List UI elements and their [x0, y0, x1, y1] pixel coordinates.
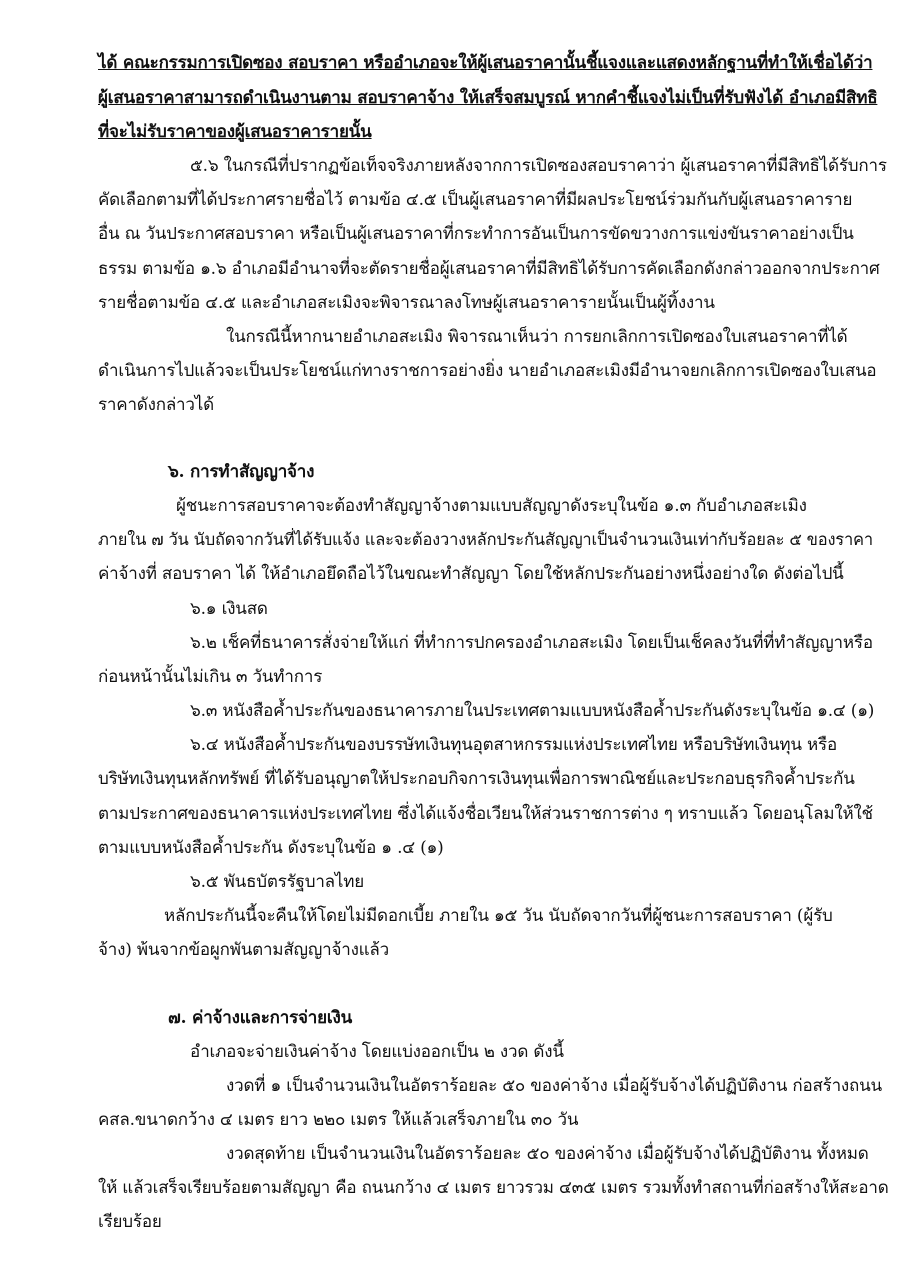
clause-5-6-line: ๕.๖ ในกรณีที่ปรากฏข้อเท็จจริงภายหลังจากการเปิดซองสอบราคาว่า ผู้เสนอราคาที่มีสิทธิได้รับการ	[190, 156, 887, 176]
item-6-2-line: ก่อนหน้านั้นไม่เกิน ๓ วันทำการ	[98, 667, 323, 687]
installment-final-line: เรียบร้อย	[98, 1212, 162, 1232]
item-6-4-line: ตามประกาศของธนาคารแห่งประเทศไทย ซึ่งได้แจ้งชื่อเวียนให้ส่วนราชการต่าง ๆ ทราบแล้ว โดยอนุโลมให้ใช้	[98, 804, 873, 824]
intro-line: ที่จะไม่รับราคาของผู้เสนอราคารายนั้น	[98, 122, 372, 142]
cancel-paragraph-line: ดำเนินการไปแล้วจะเป็นประโยชน์แก่ทางราชการอย่างยิ่ง นายอำเภอสะเมิงมีอำนาจยกเลิกการเปิดซองใบเสนอ	[98, 361, 877, 381]
installment-1-line: งวดที่ ๑ เป็นจำนวนเงินในอัตราร้อยละ ๕๐ ของค่าจ้าง เมื่อผู้รับจ้างได้ปฏิบัติงาน ก่อสร้างถนน	[226, 1076, 882, 1096]
clause-5-6-line: ธรรม ตามข้อ ๑.๖ อำเภอมีอำนาจที่จะตัดรายชื่อผู้เสนอราคาที่มีสิทธิได้รับการคัดเลือกดังกล่าวออกจากประกาศ	[98, 259, 880, 279]
section-7-heading: ๗. ค่าจ้างและการจ่ายเงิน	[168, 1008, 353, 1028]
intro-line: ได้ คณะกรรมการเปิดซอง สอบราคา หรืออำเภอจะให้ผู้เสนอราคานั้นชี้แจงและแสดงหลักฐานที่ทำให้เชื่อได้ว่า	[98, 53, 873, 73]
item-6-4-line: ตามแบบหนังสือค้ำประกัน ดังระบุในข้อ ๑ .๔ (๑)	[98, 838, 444, 858]
section-6-intro-line: ค่าจ้างที่ สอบราคา ได้ ให้อำเภอยึดถือไว้ในขณะทำสัญญา โดยใช้หลักประกันอย่างหนึ่งอย่างใด ดังต่อไปนี้	[98, 564, 844, 584]
item-6-4-line: ๖.๔ หนังสือค้ำประกันของบรรษัทเงินทุนอุตสาหกรรมแห่งประเทศไทย หรือบริษัทเงินทุน หรือ	[190, 735, 837, 755]
cancel-paragraph-line: ราคาดังกล่าวได้	[98, 395, 214, 415]
item-6-2-line: ๖.๒ เช็คที่ธนาคารสั่งจ่ายให้แก่ ที่ทำการปกครองอำเภอสะเมิง โดยเป็นเช็คลงวันที่ที่ทำสัญญาหรือ	[190, 633, 873, 653]
item-6-5: ๖.๕ พันธบัตรรัฐบาลไทย	[190, 872, 365, 892]
cancel-paragraph-line: ในกรณีนี้หากนายอำเภอสะเมิง พิจารณาเห็นว่า การยกเลิกการเปิดซองใบเสนอราคาที่ได้	[226, 327, 848, 347]
section-7-intro: อำเภอจะจ่ายเงินค่าจ้าง โดยแบ่งออกเป็น ๒ งวด ดังนี้	[190, 1042, 564, 1062]
installment-final-line: ให้ แล้วเสร็จเรียบร้อยตามสัญญา คือ ถนนกว้าง ๔ เมตร ยาวรวม ๔๓๕ เมตร รวมทั้งทำสถานที่ก่อสร้างให้สะอาด	[98, 1178, 889, 1198]
section-6-intro-line: ภายใน ๗ วัน นับถัดจากวันที่ได้รับแจ้ง และจะต้องวางหลักประกันสัญญาเป็นจำนวนเงินเท่ากับร้อยละ ๕ ของราคา	[98, 530, 873, 549]
refund-line: จ้าง) พ้นจากข้อผูกพันตามสัญญาจ้างแล้ว	[98, 940, 389, 960]
refund-line: หลักประกันนี้จะคืนให้โดยไม่มีดอกเบี้ย ภายใน ๑๕ วัน นับถัดจากวันที่ผู้ชนะการสอบราคา (ผู้รับ	[164, 906, 833, 926]
section-6-heading: ๖. การทำสัญญาจ้าง	[168, 462, 315, 482]
clause-5-6-line: รายชื่อตามข้อ ๔.๕ และอำเภอสะเมิงจะพิจารณาลงโทษผู้เสนอราคารายนั้นเป็นผู้ทิ้งงาน	[98, 293, 715, 313]
clause-5-6-line: อื่น ณ วันประกาศสอบราคา หรือเป็นผู้เสนอราคาที่กระทำการอันเป็นการขัดขวางการแข่งขันราคาอย่างเป็น	[98, 224, 854, 244]
section-6-intro-line: ผู้ชนะการสอบราคาจะต้องทำสัญญาจ้างตามแบบสัญญาดังระบุในข้อ ๑.๓ กับอำเภอสะเมิง	[176, 496, 807, 516]
item-6-4-line: บริษัทเงินทุนหลักทรัพย์ ที่ได้รับอนุญาตให้ประกอบกิจการเงินทุนเพื่อการพาณิชย์และประกอบธุรกิจค้ำประกัน	[98, 769, 855, 789]
item-6-3: ๖.๓ หนังสือค้ำประกันของธนาคารภายในประเทศตามแบบหนังสือค้ำประกันดังระบุในข้อ ๑.๔ (๑)	[190, 701, 875, 721]
installment-final-line: งวดสุดท้าย เป็นจำนวนเงินในอัตราร้อยละ ๕๐ ของค่าจ้าง เมื่อผู้รับจ้างได้ปฏิบัติงาน ทั้งหมด	[226, 1144, 869, 1164]
item-6-1: ๖.๑ เงินสด	[190, 599, 268, 619]
clause-5-6-line: คัดเลือกตามที่ได้ประกาศรายชื่อไว้ ตามข้อ ๔.๕ เป็นผู้เสนอราคาที่มีผลประโยชน์ร่วมกันกับผู้เสนอราคาราย	[98, 190, 853, 210]
installment-1-line: คสล.ขนาดกว้าง ๔ เมตร ยาว ๒๒๐ เมตร ให้แล้วเสร็จภายใน ๓๐ วัน	[98, 1110, 579, 1130]
intro-line: ผู้เสนอราคาสามารถดำเนินงานตาม สอบราคาจ้าง ให้เสร็จสมบูรณ์ หากคำชี้แจงไม่เป็นที่รับฟังได้ อำเภอมีสิทธิ	[98, 88, 878, 108]
